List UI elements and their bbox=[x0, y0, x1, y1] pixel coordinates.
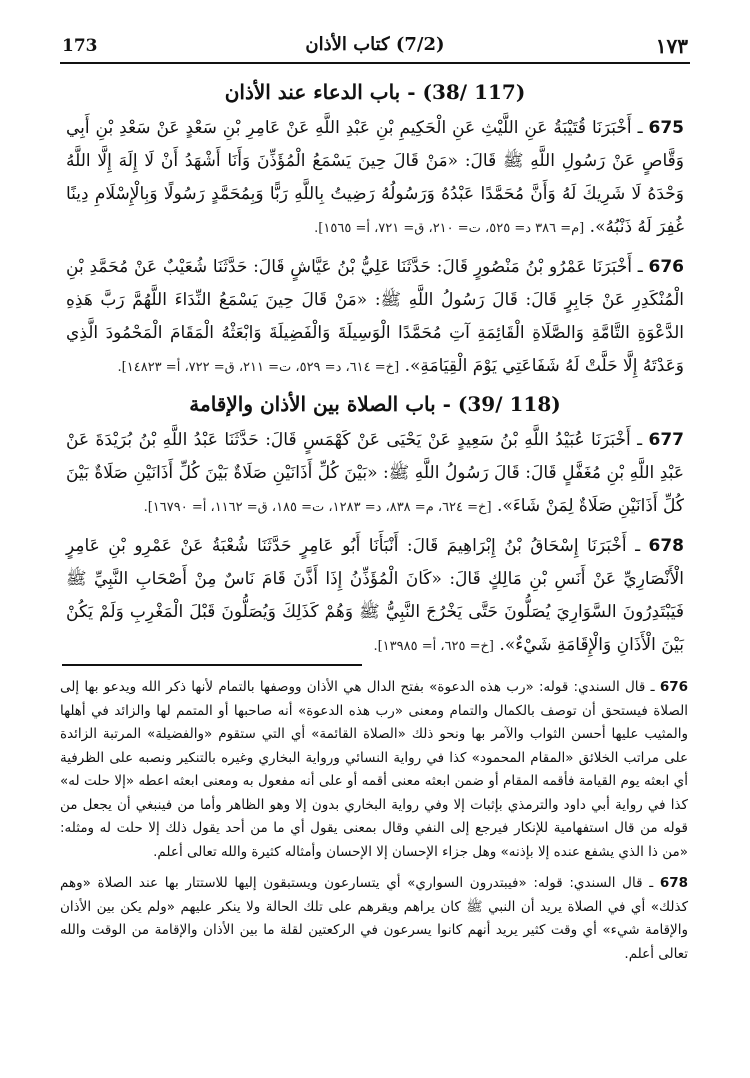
hadith-number: 678 bbox=[648, 536, 684, 556]
hadith-text: ـ أَخْبَرَنَا قُتَيْبَةُ عَنِ اللَّيْثِ عَنِ الْحَكِيمِ بْنِ عَبْدِ اللَّهِ عَنْ عَامِرِ بْنِ سَعْدٍ عَنْ سَعْدِ بْنِ أَبِي وَقَّاصٍ عَنْ رَسُولِ اللَّهِ ﷺ قَالَ: «مَنْ قَالَ حِينَ يَسْمَعُ الْمُؤَذِّنَ وَأَنَا أَشْهَدُ أَنْ لَا إِلَهَ إِلَّا اللَّهُ وَحْدَهُ لَا شَرِيكَ لَهُ وَأَنَّ مُحَمَّدًا عَبْدُهُ وَرَسُولُهُ رَضِيتُ بِاللَّهِ رَبًّا وَبِمُحَمَّدٍ رَسُولًا وَبِالْإِسْلَامِ دِينًا غُفِرَ لَهُ ذَنْبُهُ». bbox=[66, 118, 684, 237]
footnote-676 bbox=[60, 676, 688, 864]
page-number-latin: 173 bbox=[62, 36, 98, 56]
main-text bbox=[66, 72, 684, 669]
hadith-number: 677 bbox=[648, 430, 684, 450]
hadith-reference: [خ= ٦٢٥، أ= ١٣٩٨٥]. bbox=[373, 639, 495, 654]
hadith-number: 676 bbox=[648, 257, 685, 277]
footnote-separator bbox=[62, 664, 362, 666]
hadith-text: ـ أَخْبَرَنَا إِسْحَاقُ بْنُ إِبْرَاهِيمَ قَالَ: أَنْبَأَنَا أَبُو عَامِرٍ حَدَّثَنَا شُعْبَةُ عَنْ عَمْرِو بْنِ عَامِرٍ الْأَنْصَارِيِّ عَنْ أَنَسِ بْنِ مَالِكٍ قَالَ: «كَانَ الْمُؤَذِّنُ إِذَا أَذَّنَ قَامَ نَاسٌ مِنْ أَصْحَابِ النَّبِيِّ ﷺ فَيَبْتَدِرُونَ السَّوَارِيَ يُصَلُّونَ حَتَّى يَخْرُجَ النَّبِيُّ ﷺ وَهُمْ كَذَلِكَ وَيُصَلُّونَ قَبْلَ الْمَغْرِبِ وَلَمْ يَكُنْ بَيْنَ الْأَذَانِ وَالْإِقَامَةِ شَيْءٌ». bbox=[66, 536, 684, 655]
hadith-reference: [م= ٣٨٦ د= ٥٢٥، ت= ٢١٠، ق= ٧٢١، أ= ١٥٦٥]. bbox=[314, 221, 585, 236]
hadith-675 bbox=[66, 112, 684, 245]
hadith-677 bbox=[66, 424, 684, 524]
page-header bbox=[60, 30, 690, 64]
footnote-number: 678 bbox=[659, 875, 689, 891]
hadith-676 bbox=[66, 251, 684, 384]
hadith-text: ـ أَخْبَرَنَا عُبَيْدُ اللَّهِ بْنُ سَعِيدٍ عَنْ يَحْيَى عَنْ كَهْمَسٍ قَالَ: حَدَّثَنَا عَبْدُ اللَّهِ بْنُ بُرَيْدَةَ عَنْ عَبْدِ اللَّهِ بْنِ مُغَفَّلٍ قَالَ: قَالَ رَسُولُ اللَّهِ ﷺ: «بَيْنَ كُلِّ أَذَانَيْنِ صَلَاةٌ بَيْنَ كُلِّ أَذَانَيْنِ صَلَاةٌ بَيْنَ كُلِّ أَذَانَيْنِ صَلَاةٌ لِمَنْ شَاءَ». bbox=[66, 430, 684, 516]
chapter-title: (118 /39) - باب الصلاة بين الأذان والإقامة bbox=[189, 392, 561, 416]
hadith-number: 675 bbox=[648, 118, 684, 138]
hadith-reference: [خ= ٦١٤، د= ٥٢٩، ت= ٢١١، ق= ٧٢٢، أ= ١٤٨٢٣]. bbox=[117, 360, 400, 375]
running-title: (7/2) كتاب الأذان bbox=[305, 34, 445, 55]
chapter-title: (117 /38) - باب الدعاء عند الأذان bbox=[224, 80, 526, 104]
hadith-text: ـ أَخْبَرَنَا عَمْرُو بْنُ مَنْصُورٍ قَالَ: حَدَّثَنَا عَلِيُّ بْنُ عَيَّاشٍ قَالَ: حَدَّثَنَا شُعَيْبٌ عَنْ مُحَمَّدِ بْنِ الْمُنْكَدِرِ عَنْ جَابِرٍ قَالَ: قَالَ رَسُولُ اللَّهِ ﷺ: «مَنْ قَالَ حِينَ يَسْمَعُ النِّدَاءَ اللَّهُمَّ رَبَّ هَذِهِ الدَّعْوَةِ التَّامَّةِ وَالصَّلَاةِ الْقَائِمَةِ آتِ مُحَمَّدًا الْوَسِيلَةَ وَالْفَضِيلَةَ وَابْعَثْهُ الْمَقَامَ الْمَحْمُودَ الَّذِي وَعَدْتَهُ إِلَّا حَلَّتْ لَهُ شَفَاعَتِي يَوْمَ الْقِيَامَةِ». bbox=[66, 257, 684, 376]
page-number-arabic: ١٧٣ bbox=[655, 34, 688, 58]
footnote-text: ـ قال السندي: قوله: «فيبتدرون السواري» أي يتسارعون ويستبقون إليها للاستتار بها عند الصلاة «وهم كذلك» أي في الصلاة يريد أن النبي ﷺ كان يراهم ويقرهم على تلك الحالة ولا ينكر عليهم «ولم يكن بين الأذان والإقامة شيء» أي وقت كثير يريد أنهم كانوا يسرعون في الركعتين لقلة ما بين الأذان والإقامة من الوقت والله تعالى أعلم. bbox=[60, 875, 688, 962]
footnote-text: ـ قال السندي: قوله: «رب هذه الدعوة» بفتح الدال هي الأذان ووصفها بالتمام لأنها ذكر الله ويدعو بها إلى الصلاة فيستحق أن توصف بالكمال والتمام ومعنى «رب هذه الدعوة» أنه صاحبها أو المتمم لها والزائد في أهلها والمثيب عليها أحسن الثواب والآمر بها ونحو ذلك «الصلاة القائمة» أي التي ستقوم «والفضيلة» المرتبة الزائدة على مراتب الخلائق «المقام المحمود» كذا في رواية النسائي ورواية البخاري وغيره بالتنكير ونصبه على الظرفية أي ابعثه يوم القيامة فأقمه المقام أو ضمن ابعثه معنى أقمه أو على أنه مفعول به ومعنى ابعثه اعطه «إلا حلت له» كذا في رواية أبي داود والترمذي بإثبات إلا وفي رواية البخاري بدون إلا وهو الظاهر وأما من فينبغي أن يجعل من قوله من قال استفهامية للإنكار فيرجع إلى النفي وقال بمعنى يقول أي ما من أحد يقول ذلك إلا حلت له ومثله: «من ذا الذي يشفع عنده إلا بإذنه» وهل جزاء الإحسان إلا الإحسان وأمثاله كثيرة والله تعالى أعلم. bbox=[60, 679, 688, 860]
footnote-number: 676 bbox=[659, 679, 688, 695]
hadith-678 bbox=[66, 530, 684, 663]
footnotes bbox=[60, 676, 688, 974]
hadith-reference: [خ= ٦٢٤، م= ٨٣٨، د= ١٢٨٣، ت= ١٨٥، ق= ١١٦٢، أ= ١٦٧٩٠]. bbox=[143, 500, 492, 515]
footnote-678 bbox=[60, 872, 688, 966]
